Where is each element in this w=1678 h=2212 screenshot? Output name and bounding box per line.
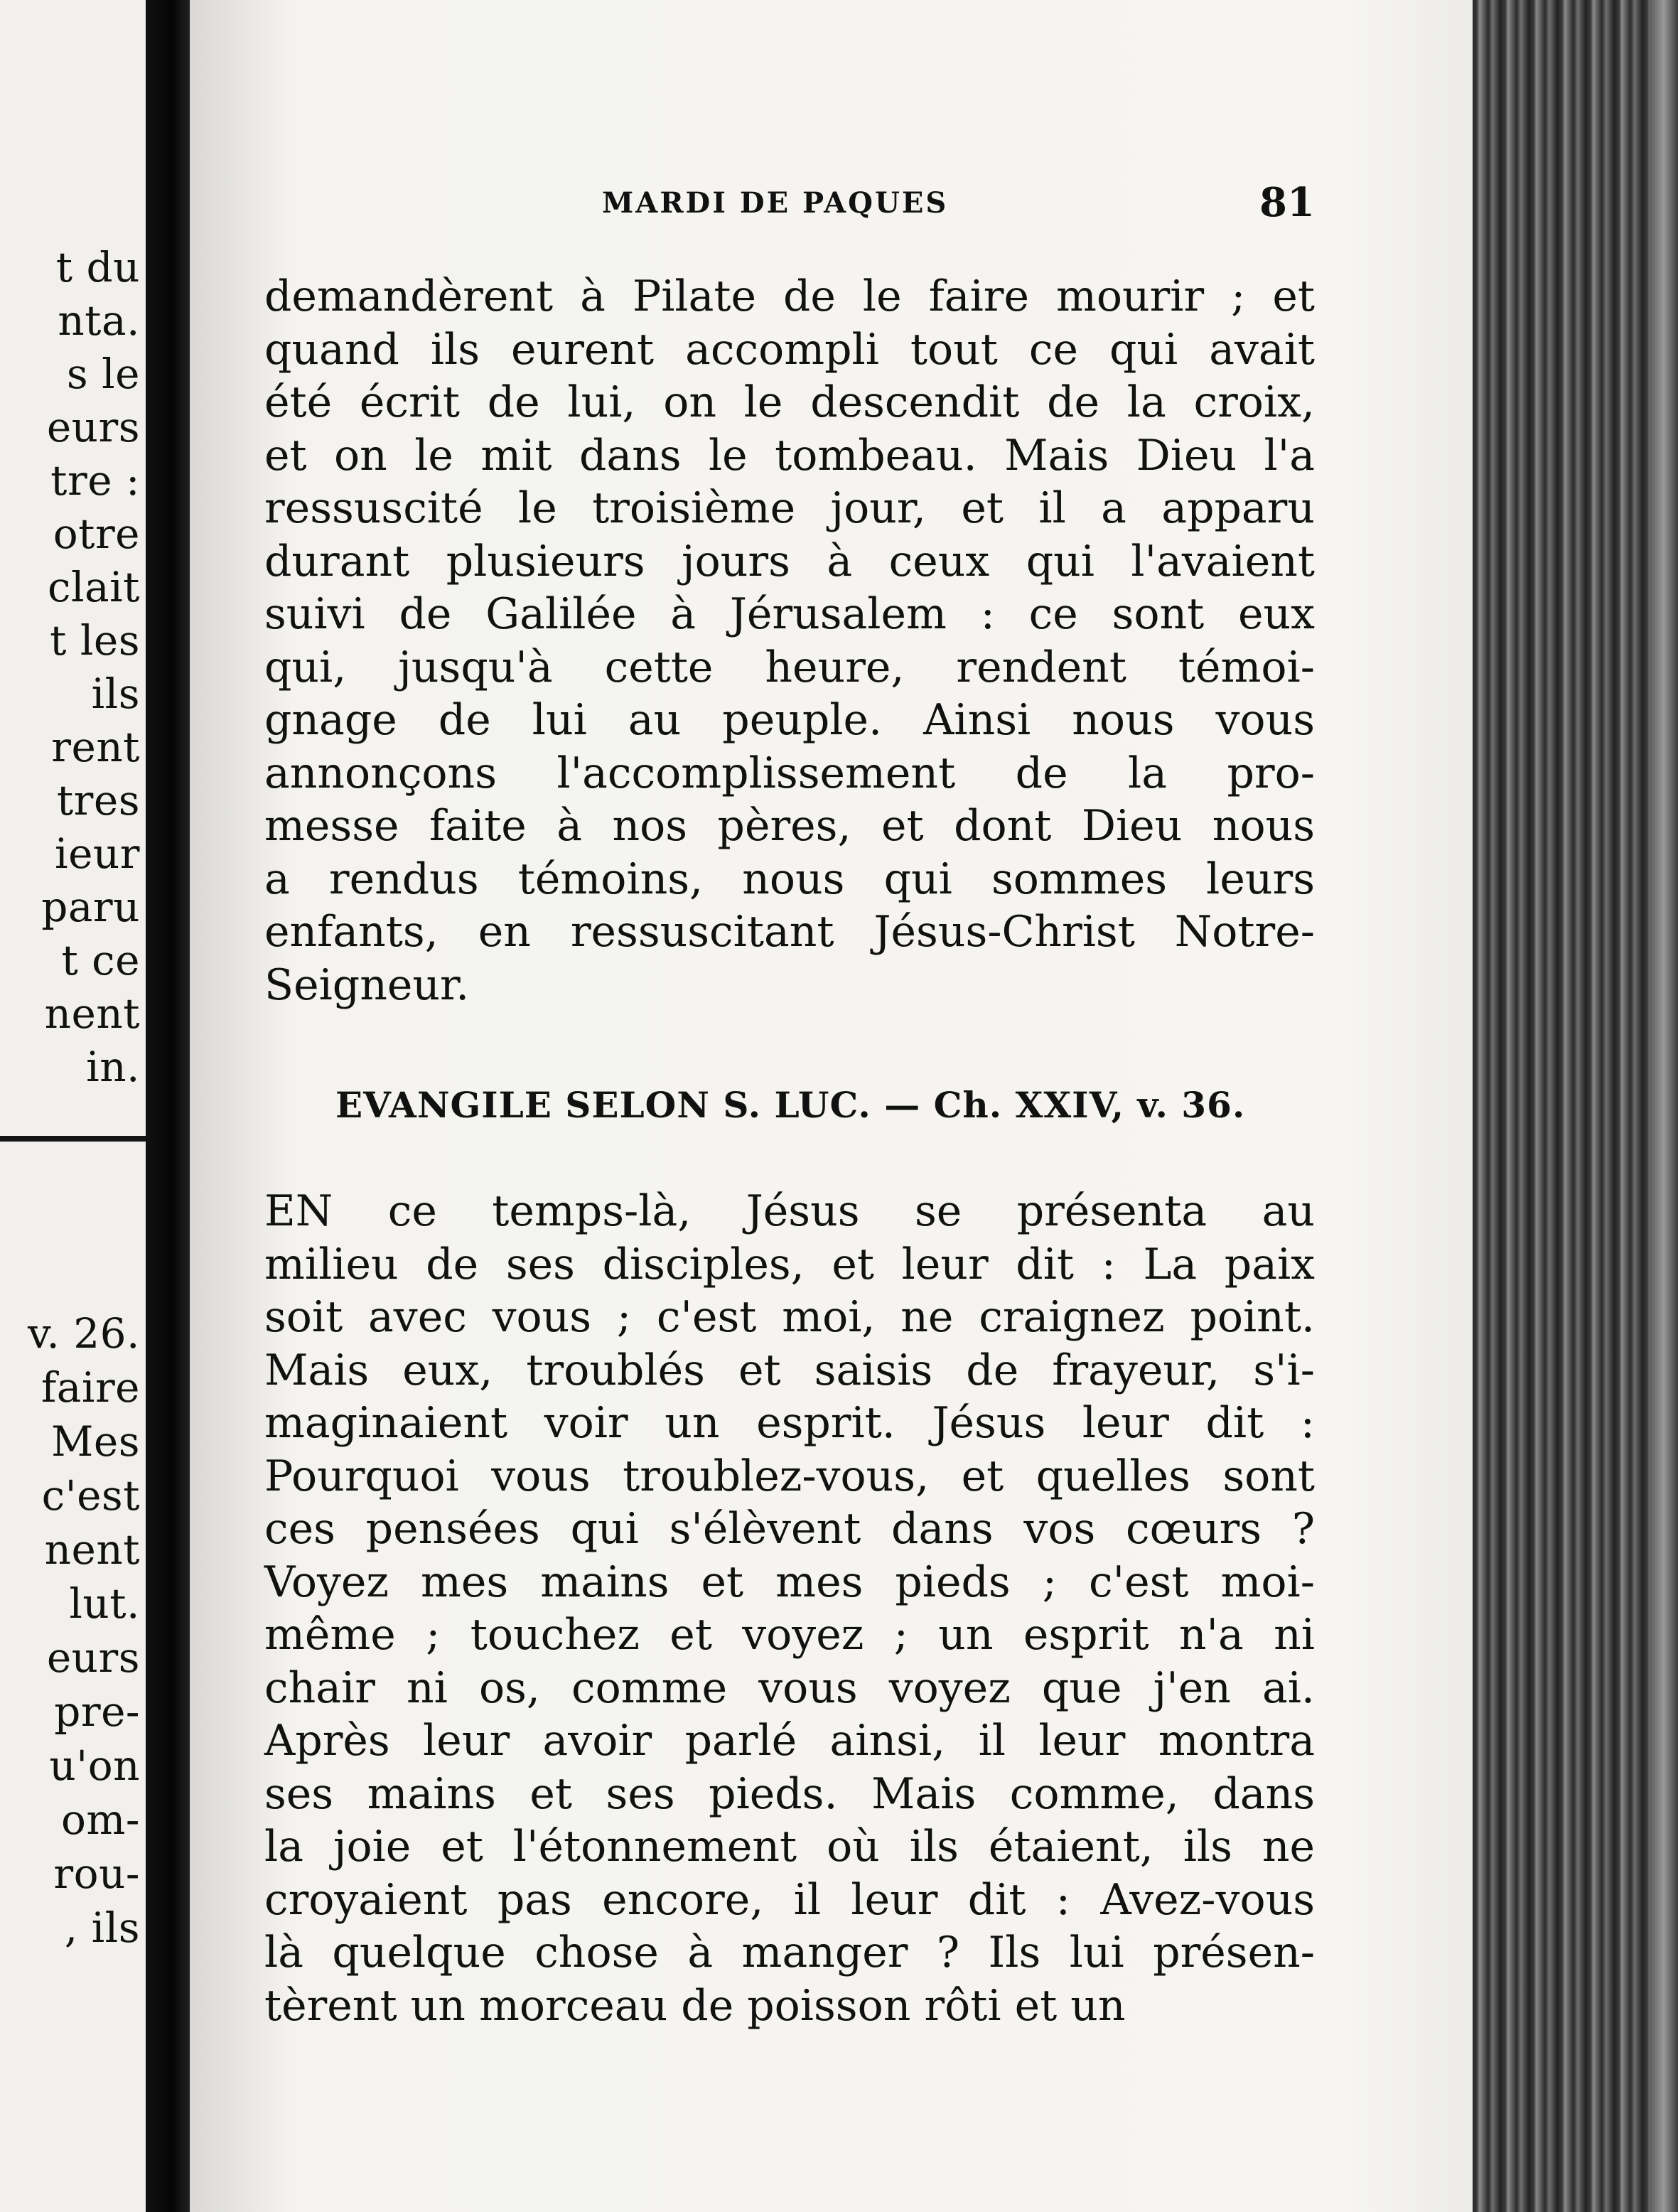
text-line: ses mains et ses pieds. Mais comme, dans <box>264 1768 1315 1819</box>
text-line: Après leur avoir parlé ainsi, il leur montra <box>264 1716 1315 1766</box>
left-page-line: eurs <box>46 403 140 451</box>
left-page-line: Mes <box>51 1417 140 1466</box>
text-line: ressuscité le troisième jour, et il a apparu <box>264 483 1315 533</box>
text-line: enfants, en ressuscitant Jésus-Christ Notre- <box>264 907 1315 957</box>
text-line: et on le mit dans le tombeau. Mais Dieu l'a <box>264 430 1315 480</box>
running-head: MARDI DE PAQUES <box>602 186 949 220</box>
left-page-line: s le <box>66 350 140 398</box>
text-line: milieu de ses disciples, et leur dit : La paix <box>264 1239 1315 1289</box>
text-line: été écrit de lui, on le descendit de la croix, <box>264 377 1315 427</box>
text-line: durant plusieurs jours à ceux qui l'avaient <box>264 536 1315 586</box>
left-page-line: eurs <box>46 1633 140 1682</box>
left-page-line: otre <box>53 510 140 558</box>
left-page-line: tre : <box>50 456 140 505</box>
left-page-line: ils <box>91 670 140 718</box>
section-heading: EVANGILE SELON S. LUC. — Ch. XXIV, v. 36. <box>335 1084 1246 1126</box>
left-page-line: rou- <box>53 1849 140 1898</box>
text-line: même ; touchez et voyez ; un esprit n'a ni <box>264 1610 1315 1660</box>
left-facing-page <box>0 0 146 2212</box>
left-page-rule <box>0 1136 146 1142</box>
text-line: gnage de lui au peuple. Ainsi nous vous <box>264 695 1315 745</box>
left-page-line: c'est <box>41 1471 140 1520</box>
text-line: la joie et l'étonnement où ils étaient, ils ne <box>264 1822 1315 1872</box>
left-page-line: t du <box>55 243 140 291</box>
text-line: qui, jusqu'à cette heure, rendent témoi- <box>264 642 1315 692</box>
text-line: soit avec vous ; c'est moi, ne craignez point. <box>264 1292 1315 1342</box>
text-line: quand ils eurent accompli tout ce qui avait <box>264 324 1315 375</box>
book-gutter <box>146 0 190 2212</box>
text-line: là quelque chose à manger ? Ils lui présen- <box>264 1928 1315 1977</box>
left-page-line: paru <box>41 883 140 931</box>
text-line: EN ce temps-là, Jésus se présenta au <box>264 1186 1315 1236</box>
left-page-line: u'on <box>49 1741 140 1790</box>
text-line: Mais eux, troublés et saisis de frayeur, s'i- <box>264 1345 1315 1395</box>
left-page-line: rent <box>51 723 140 771</box>
text-line: chair ni os, comme vous voyez que j'en ai. <box>264 1663 1315 1713</box>
text-line: Seigneur. <box>264 960 470 1010</box>
book-page <box>190 0 1473 2212</box>
text-line: demandèrent à Pilate de le faire mourir ; et <box>264 272 1315 321</box>
paragraph-gospel <box>264 1185 1315 2032</box>
text-line: a rendus témoins, nous qui sommes leurs <box>264 854 1315 904</box>
left-page-line: om- <box>60 1795 140 1844</box>
left-page-line: in. <box>86 1043 140 1091</box>
left-page-line: t les <box>50 616 140 665</box>
left-page-line: nent <box>44 989 140 1038</box>
text-line: Voyez mes mains et mes pieds ; c'est moi- <box>264 1557 1315 1607</box>
paragraph-epistle <box>264 270 1315 1011</box>
left-page-line: clait <box>48 563 140 611</box>
text-line: annonçons l'accomplissement de la pro- <box>264 748 1315 798</box>
left-page-line: tres <box>56 776 140 825</box>
left-page-line: nta. <box>58 296 140 345</box>
book-page-edges <box>1473 0 1678 2212</box>
text-line: maginaient voir un esprit. Jésus leur dit : <box>264 1398 1315 1448</box>
text-line: ces pensées qui s'élèvent dans vos cœurs ? <box>264 1504 1315 1554</box>
left-page-line: , ils <box>64 1904 140 1952</box>
left-page-line: ieur <box>55 830 140 878</box>
text-line: tèrent un morceau de poisson rôti et un <box>264 1980 1126 2031</box>
text-line: Pourquoi vous troublez-vous, et quelles sont <box>264 1451 1315 1501</box>
left-page-line: nent <box>44 1525 140 1574</box>
left-page-line: faire <box>41 1363 140 1412</box>
left-page-line: t ce <box>61 936 140 984</box>
text-line: croyaient pas encore, il leur dit : Avez-vous <box>264 1874 1315 1925</box>
page-number: 81 <box>1259 179 1315 226</box>
left-page-line: pre- <box>54 1687 140 1736</box>
text-line: suivi de Galilée à Jérusalem : ce sont eux <box>264 589 1315 639</box>
text-line: messe faite à nos pères, et dont Dieu nous <box>264 801 1315 851</box>
left-page-line: lut. <box>69 1579 140 1628</box>
left-page-line: v. 26. <box>28 1309 140 1358</box>
